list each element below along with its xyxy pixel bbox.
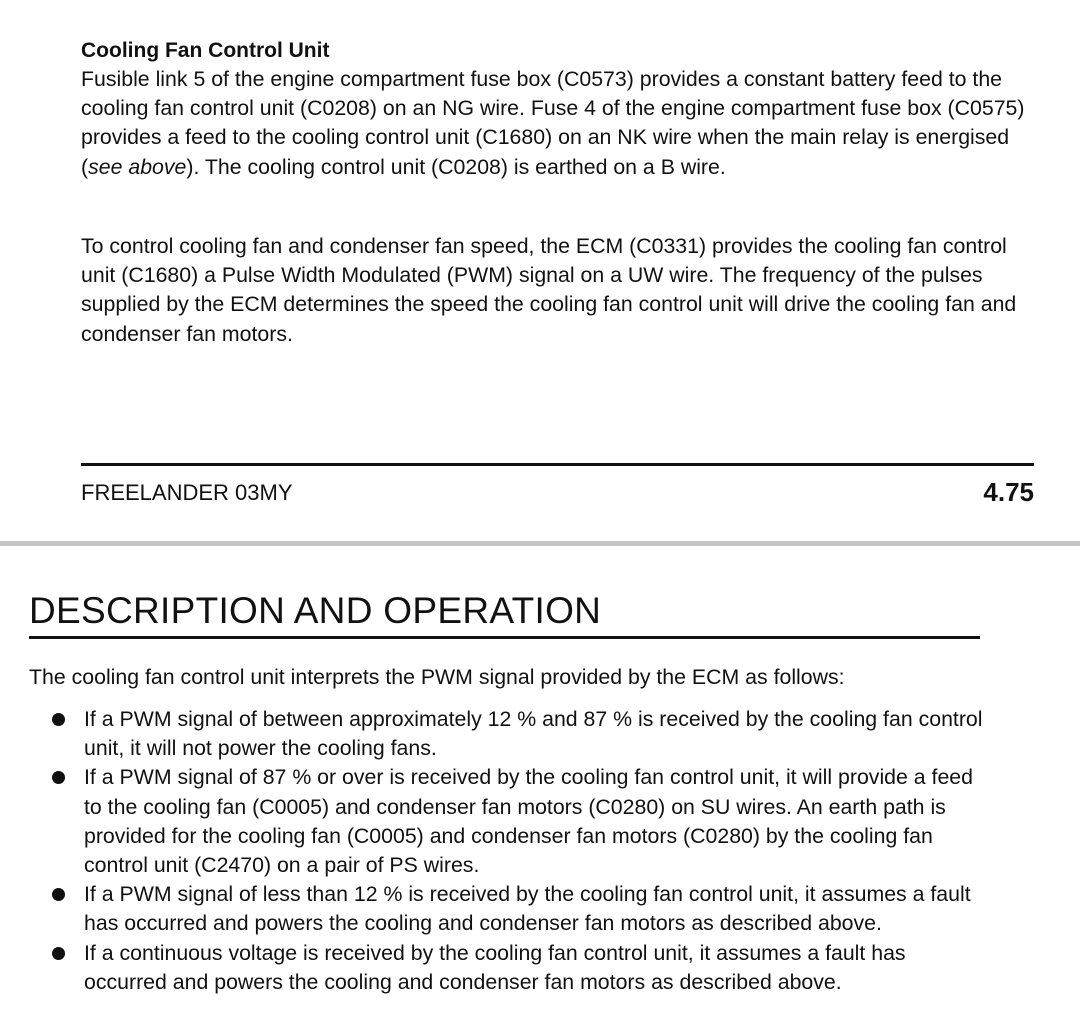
- list-item: [29, 880, 984, 938]
- page-number: 4.75: [983, 477, 1034, 507]
- paragraph-fuse-feed: [81, 65, 1041, 182]
- bullet-icon: [52, 947, 65, 960]
- bullet-icon: [52, 888, 65, 901]
- page-header-title: DESCRIPTION AND OPERATION: [29, 590, 602, 631]
- paragraph-text: Fusible link 5 of the engine compartment fuse box (C0573) provides a constant battery feed to the cooling fan control unit (C0208) on an NG wire. Fuse 4 of the engine compartment fuse box (C0575) provides a feed to the cooling control unit (C1680) on an NK wire when the main relay is energised (: [81, 67, 1025, 179]
- pwm-behavior-list: [29, 705, 984, 997]
- intro-text: The cooling fan control unit interprets the PWM signal provided by the ECM as follows:: [29, 665, 845, 689]
- section-title: Cooling Fan Control Unit: [81, 39, 330, 62]
- paragraph-pwm-control: To control cooling fan and condenser fan speed, the ECM (C0331) provides the cooling fan control unit (C1680) a Pulse Width Modulated (PWM) signal on a UW wire. The frequency of the pulses supplied by the ECM determines the speed the cooling fan control unit will drive the cooling fan and condenser fan motors.: [81, 234, 1017, 346]
- page-separator: [0, 541, 1080, 546]
- list-item-text: If a PWM signal of less than 12 % is received by the cooling fan control unit, it assumes a fault has occurred and powers the cooling and condenser fan motors as described above.: [84, 882, 971, 936]
- footer-model: FREELANDER 03MY: [81, 480, 293, 505]
- header-rule: [29, 636, 980, 639]
- see-above-reference: see above: [88, 154, 187, 179]
- list-item-text: If a PWM signal of between approximately 12 % and 87 % is received by the cooling fan control unit, it will not power the cooling fans.: [84, 707, 983, 761]
- footer-rule: [81, 463, 1034, 466]
- paragraph-text: ). The cooling control unit (C0208) is earthed on a B wire.: [186, 154, 726, 179]
- bullet-icon: [52, 713, 65, 726]
- list-item-text: If a continuous voltage is received by the cooling fan control unit, it assumes a fault has occurred and powers the cooling and condenser fan motors as described above.: [84, 940, 906, 994]
- list-item-text: If a PWM signal of 87 % or over is received by the cooling fan control unit, it will provide a feed to the cooling fan (C0005) and condenser fan motors (C0280) on SU wires. An earth path is provided for the cooling fan (C0005) and condenser fan motors (C0280) by the cooling fan control unit (C2470) on a pair of PS wires.: [84, 765, 973, 878]
- bullet-icon: [52, 771, 65, 784]
- list-item: [29, 763, 984, 880]
- list-item: [29, 705, 984, 763]
- list-item: [29, 939, 984, 997]
